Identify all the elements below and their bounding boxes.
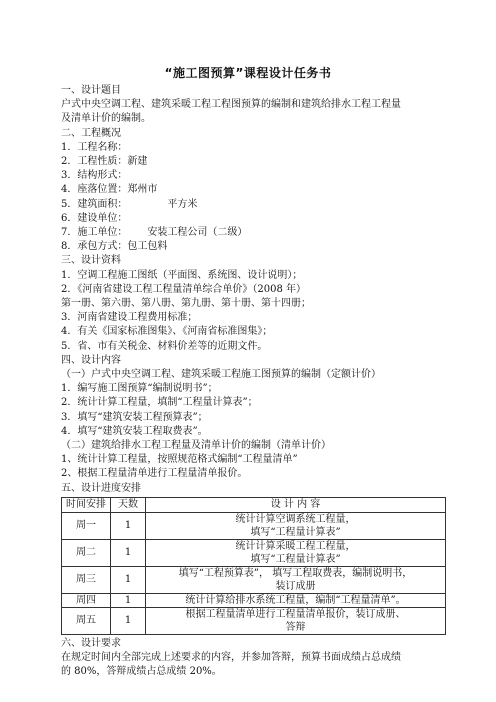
cell-days: 1 (111, 607, 146, 634)
content-item: 2．统计计算工程量，填制“工程量计算表”； (61, 397, 258, 409)
cell-time: 周四 (62, 593, 111, 607)
section-1-text: 户式中央空调工程、建筑采暖工程工程图预算的编制和建筑给排水工程工程量 (61, 99, 401, 111)
cell-content: 根据工程量清单进行工程量清单报价，装订成册、 答辩 (146, 607, 446, 634)
overview-item: 2．工程性质：新建 (61, 156, 148, 168)
content-item: 3．填写“建筑安装工程预算表”； (61, 411, 208, 423)
content-item: 2、根据工程量清单进行工程量清单报价。 (61, 468, 248, 480)
material-item: 5．省、市有关税金、材料价差等的近期文件。 (61, 340, 268, 352)
cell-content: 统计计算空调系统工程量， 填写“工程量计算表” (146, 512, 446, 539)
section-6-text: 在规定时间内全部完成上述要求的内容，并参加答辩，预算书面成绩占总成绩 (61, 652, 401, 664)
cell-days: 1 (111, 512, 146, 539)
overview-item: 8．承包方式：包工包料 (61, 241, 168, 253)
table-header-row (62, 497, 446, 512)
content-item: 1、统计计算工程量，按照规范格式编制“工程量清单” (61, 454, 298, 466)
section-5-heading: 五、设计进度安排 (61, 482, 141, 494)
area-unit: 平方米 (167, 198, 198, 210)
overview-item: 1．工程名称： (61, 141, 128, 153)
content-item: 1．编写施工图预算“编制说明书”； (61, 383, 218, 395)
material-item: 3．河南省建设工程费用标准； (61, 312, 198, 324)
header-days: 天数 (111, 497, 146, 512)
cell-content: 统计计算采暖工程工程量， 填写“工程量计算表” (146, 539, 446, 566)
cell-days: 1 (111, 566, 146, 593)
cell-days: 1 (111, 539, 146, 566)
section-6-text: 的 80%，答辩成绩占总成绩 20%。 (61, 666, 222, 678)
cell-content: 统计计算给排水系统工程量，编制“工程量清单”。 (146, 593, 446, 607)
table-row (62, 607, 446, 634)
cell-time: 周三 (62, 566, 111, 593)
content-part-1-title: （一）户式中央空调工程、建筑采暖工程施工图预算的编制（定额计价） (61, 369, 381, 381)
table-row (62, 512, 446, 539)
table-row (62, 566, 446, 593)
content-item: 4．填写“建筑安装工程取费表”。 (61, 425, 208, 437)
cell-content: 填写“工程预算表”， 填写工程取费表，编制说明书， 装订成册 (146, 566, 446, 593)
table-row (62, 539, 446, 566)
cell-days: 1 (111, 593, 146, 607)
material-item: 4．有关《国家标准图集》、《河南省标准图集》； (61, 326, 273, 338)
overview-item: 6．建设单位： (61, 212, 128, 224)
overview-item-contractor: 7．施工单位： 安装工程公司（二级） (61, 227, 248, 239)
section-6-heading: 六、设计要求 (61, 637, 121, 649)
content-part-2-title: （二）建筑给排水工程工程量及清单计价的编制（清单计价） (61, 440, 331, 452)
section-4-heading: 四、设计内容 (61, 354, 121, 366)
header-time: 时间安排 (62, 497, 111, 512)
overview-item: 3．结构形式： (61, 170, 128, 182)
material-item: 1．空调工程施工图纸（平面图、系统图、设计说明）； (61, 269, 303, 281)
contractor-name: 安装工程公司（二级） (147, 227, 248, 239)
overview-item: 4．座落位置：郑州市 (61, 184, 158, 196)
section-1-text: 及清单计价的编制。 (61, 113, 151, 125)
document-body (61, 84, 451, 680)
cell-time: 周二 (62, 539, 111, 566)
schedule-table (61, 497, 446, 635)
material-item: 第一册、第六册、第八册、第九册、第十册、第十四册； (61, 298, 311, 310)
cell-time: 周一 (62, 512, 111, 539)
header-content: 设 计 内 容 (146, 497, 446, 512)
table-row (62, 593, 446, 607)
cell-time: 周五 (62, 607, 111, 634)
overview-item-area: 5．建筑面积： 平方米 (61, 198, 198, 210)
section-2-heading: 二、工程概况 (61, 127, 121, 139)
section-3-heading: 三、设计资料 (61, 255, 121, 267)
section-1-heading: 一、设计题目 (61, 85, 121, 96)
document-title: “施工图预算”课程设计任务书 (164, 66, 332, 80)
material-item: 2．《河南省建设工程工程量清单综合单价》（2008 年） (61, 283, 306, 295)
